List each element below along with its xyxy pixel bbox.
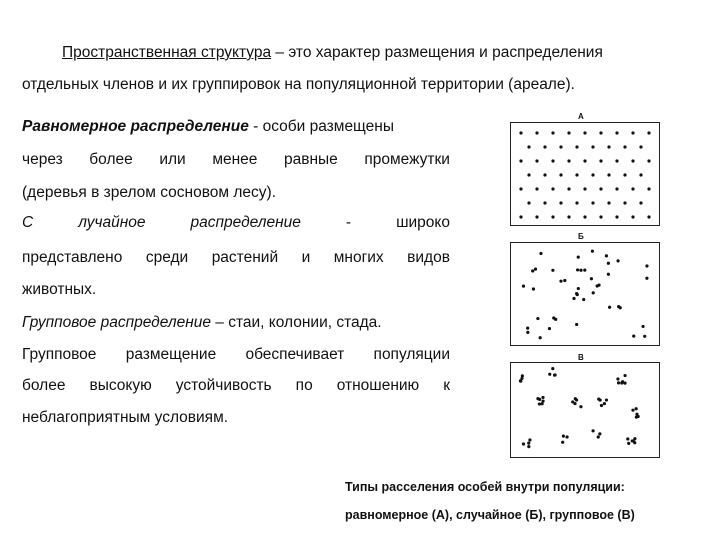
random-line-3: животных.	[22, 281, 97, 298]
uniform-dot	[519, 131, 522, 134]
definition-rest: – это характер размещения и распределения	[271, 44, 603, 61]
word: Групповое	[22, 346, 97, 363]
uniform-dot	[559, 201, 562, 204]
group-dot	[591, 429, 594, 432]
uniform-dot	[631, 131, 634, 134]
uniform-dot	[527, 173, 530, 176]
word: обеспечивает	[245, 346, 345, 363]
uniform-dot	[631, 159, 634, 162]
word: высокую	[89, 377, 152, 394]
uniform-line-2	[22, 151, 450, 169]
random-line-2	[22, 249, 450, 267]
word: видов	[407, 249, 450, 266]
group-dot	[605, 398, 608, 401]
uniform-dot	[639, 145, 642, 148]
group-dot	[603, 402, 606, 405]
definition-term: Пространственная структура	[62, 44, 272, 61]
uniform-dot	[519, 187, 522, 190]
group-dot	[551, 367, 554, 370]
uniform-dot	[543, 173, 546, 176]
uniform-dot	[615, 215, 618, 218]
caption-line-1: Типы расселения особей внутри популяции:	[345, 480, 625, 494]
word: менее	[212, 151, 258, 168]
random-dot	[575, 292, 578, 295]
random-dot	[592, 291, 595, 294]
word: размещение	[125, 346, 217, 363]
random-dot	[526, 326, 529, 329]
group-dot	[565, 435, 568, 438]
group-dot	[632, 439, 635, 442]
group-dot	[522, 442, 525, 445]
uniform-dot	[631, 187, 634, 190]
group-dot	[579, 405, 582, 408]
random-dot	[572, 297, 575, 300]
word: представлено	[22, 249, 123, 266]
random-dot	[645, 277, 648, 280]
word: равные	[283, 151, 338, 168]
word: и	[301, 249, 311, 266]
group-dot	[620, 381, 623, 384]
uniform-dot	[543, 201, 546, 204]
uniform-dot	[615, 187, 618, 190]
uniform-dot	[535, 215, 538, 218]
random-dot	[539, 336, 542, 339]
group-dot	[571, 400, 574, 403]
random-dot	[536, 317, 539, 320]
group-dot	[561, 441, 564, 444]
figure-uniform	[510, 122, 660, 226]
random-dot	[551, 269, 554, 272]
word: популяции	[373, 346, 450, 363]
definition-line-2: отдельных членов и их группировок на популяционной территории (ареале).	[22, 76, 575, 93]
group-dot	[528, 438, 531, 441]
uniform-dot	[615, 131, 618, 134]
uniform-dot	[623, 145, 626, 148]
figure-b-label: Б	[578, 232, 584, 241]
group-line-3	[22, 377, 450, 395]
uniform-dot	[567, 159, 570, 162]
random-dot	[577, 256, 580, 259]
uniform-dot	[599, 187, 602, 190]
random-dot	[641, 325, 644, 328]
uniform-dot	[583, 131, 586, 134]
uniform-dot	[591, 145, 594, 148]
uniform-dot	[599, 215, 602, 218]
word: растений	[211, 249, 279, 266]
uniform-term: Равномерное распределение	[22, 118, 249, 135]
group-dot	[617, 381, 620, 384]
uniform-dot	[623, 201, 626, 204]
random-line-1	[22, 214, 450, 232]
group-dot	[562, 435, 565, 438]
random-dot	[582, 298, 585, 301]
group-dot	[600, 404, 603, 407]
uniform-dot	[607, 145, 610, 148]
uniform-dot	[647, 159, 650, 162]
uniform-dot	[599, 159, 602, 162]
uniform-dot	[615, 159, 618, 162]
group-dot	[553, 373, 556, 376]
random-dot	[597, 284, 600, 287]
definition-line-1	[62, 44, 603, 62]
uniform-dot	[559, 145, 562, 148]
uniform-dot	[647, 187, 650, 190]
word: С	[22, 214, 34, 231]
uniform-dot	[535, 131, 538, 134]
group-dot	[631, 409, 634, 412]
uniform-dot	[551, 159, 554, 162]
random-dot	[548, 327, 551, 330]
caption-line-2: равномерное (А), случайное (Б), групповое (В)	[345, 508, 635, 522]
group-dot	[519, 380, 522, 383]
uniform-dot	[535, 187, 538, 190]
uniform-dot	[567, 215, 570, 218]
word: широко	[396, 214, 450, 231]
random-dot	[575, 323, 578, 326]
random-dot	[645, 264, 648, 267]
figure-group	[510, 362, 660, 458]
uniform-dot	[527, 145, 530, 148]
uniform-dot	[519, 215, 522, 218]
uniform-dot	[559, 173, 562, 176]
group-dot	[548, 373, 551, 376]
group-dot	[626, 437, 629, 440]
word: по	[295, 377, 313, 394]
uniform-dot	[607, 173, 610, 176]
figure-uniform-dots	[511, 123, 659, 225]
uniform-dot	[623, 173, 626, 176]
uniform-dot	[543, 145, 546, 148]
word: многих	[333, 249, 384, 266]
uniform-dot	[567, 187, 570, 190]
group-dot	[623, 382, 626, 385]
random-dot	[607, 273, 610, 276]
uniform-dot	[591, 201, 594, 204]
random-dot	[607, 262, 610, 265]
figure-random	[510, 242, 660, 346]
group-dot	[616, 377, 619, 380]
random-dot	[632, 335, 635, 338]
uniform-line-1	[22, 118, 394, 136]
random-dot	[605, 254, 608, 257]
random-dot	[563, 279, 566, 282]
word: лучайное	[78, 214, 146, 231]
random-dot	[559, 280, 562, 283]
uniform-dot	[551, 131, 554, 134]
random-dot	[583, 269, 586, 272]
uniform-line-3: (деревья в зрелом сосновом лесу).	[22, 184, 277, 201]
group-dot	[597, 398, 600, 401]
uniform-dot	[551, 187, 554, 190]
figure-group-dots	[511, 363, 659, 457]
group-dot	[597, 435, 600, 438]
uniform-dot	[647, 131, 650, 134]
uniform-dot	[599, 131, 602, 134]
group-dot	[598, 432, 601, 435]
group-dot	[541, 396, 544, 399]
word: отношению	[336, 377, 420, 394]
group-dot	[575, 398, 578, 401]
uniform-dot	[535, 159, 538, 162]
word: более	[89, 151, 133, 168]
uniform-dot	[575, 145, 578, 148]
word: к	[443, 377, 450, 394]
uniform-dot	[567, 131, 570, 134]
word: -	[345, 214, 352, 231]
word: среди	[145, 249, 189, 266]
uniform-dot	[607, 201, 610, 204]
group-dot	[623, 374, 626, 377]
group-line-1	[22, 314, 382, 332]
random-dot	[579, 269, 582, 272]
random-dot	[591, 250, 594, 253]
uniform-dot	[631, 215, 634, 218]
word: распределение	[190, 214, 301, 231]
figure-c-label: В	[578, 353, 584, 362]
uniform-dot	[591, 173, 594, 176]
group-dot	[527, 445, 530, 448]
group-dot	[538, 402, 541, 405]
random-dot	[526, 331, 529, 334]
random-dot	[617, 305, 620, 308]
word: промежутки	[364, 151, 450, 168]
group-dot	[521, 374, 524, 377]
uniform-dot	[583, 187, 586, 190]
uniform-dot	[583, 215, 586, 218]
random-dot	[643, 335, 646, 338]
figure-a-label: А	[578, 112, 584, 121]
uniform-dot	[527, 201, 530, 204]
group-dot	[538, 398, 541, 401]
group-term: Групповое распределение	[22, 314, 211, 331]
random-dot	[532, 287, 535, 290]
uniform-dot	[575, 173, 578, 176]
random-dot	[552, 316, 555, 319]
word: через	[22, 151, 63, 168]
random-dot	[608, 306, 611, 309]
random-dot	[616, 259, 619, 262]
group-dot	[541, 399, 544, 402]
random-dot	[576, 268, 579, 271]
uniform-rest: - особи размещены	[248, 118, 394, 135]
group-line-2	[22, 346, 450, 364]
uniform-dot	[647, 215, 650, 218]
random-dot	[539, 252, 542, 255]
uniform-dot	[551, 215, 554, 218]
uniform-dot	[639, 201, 642, 204]
group-line-4: неблагоприятным условиям.	[22, 409, 229, 426]
random-dot	[522, 285, 525, 288]
group-dot	[527, 442, 530, 445]
group-rest: – стаи, колонии, стада.	[210, 314, 382, 331]
random-dot	[531, 269, 534, 272]
word: или	[159, 151, 186, 168]
figure-random-dots	[511, 243, 659, 345]
random-dot	[577, 287, 580, 290]
group-dot	[637, 415, 640, 418]
uniform-dot	[583, 159, 586, 162]
group-dot	[627, 442, 630, 445]
uniform-dot	[639, 173, 642, 176]
group-dot	[635, 407, 638, 410]
random-dot	[534, 268, 537, 271]
word: более	[22, 377, 66, 394]
word: устойчивость	[175, 377, 272, 394]
uniform-dot	[519, 159, 522, 162]
random-dot	[590, 277, 593, 280]
uniform-dot	[575, 201, 578, 204]
